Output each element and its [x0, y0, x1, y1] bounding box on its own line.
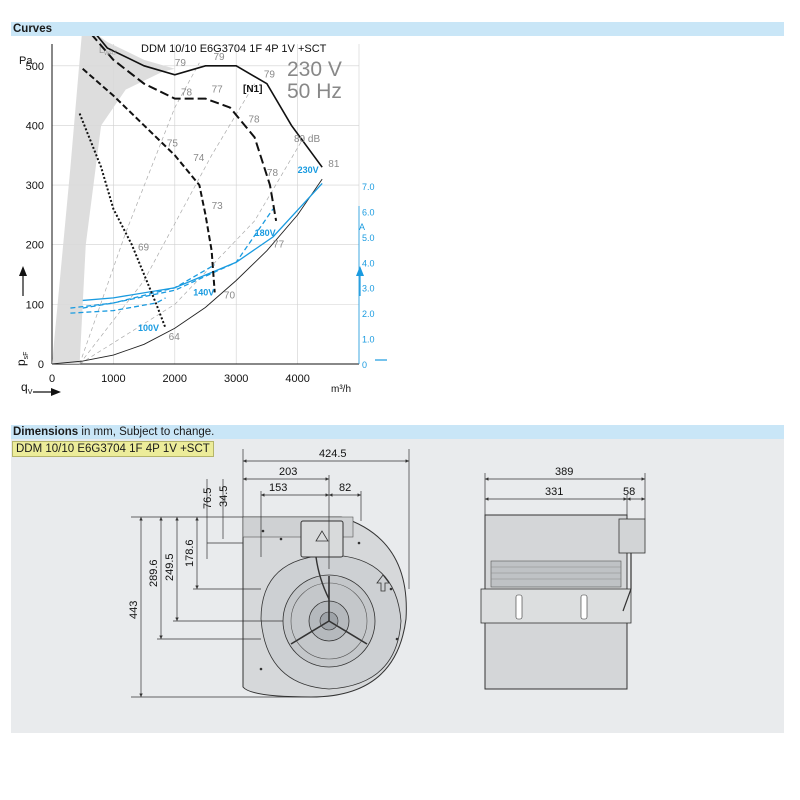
y-tick-label: 300 [25, 180, 44, 193]
dimensions-subtitle: in mm, Subject to change. [78, 426, 215, 438]
y-tick-label: 100 [25, 299, 44, 312]
x-tick-label: 3000 [223, 373, 249, 385]
dim-203: 203 [279, 466, 298, 478]
noise-label: 74 [193, 153, 205, 165]
y-tick-label: 500 [25, 60, 44, 73]
y-tick-label: 200 [25, 239, 44, 252]
y-tick-label: 400 [25, 120, 44, 133]
x-tick-label: 2000 [162, 373, 188, 385]
noise-label: 73 [211, 200, 223, 212]
voltage-curve-label: 140V [193, 287, 215, 298]
current-tick-label: 5.0 [362, 232, 375, 243]
current-unit-label: A [359, 222, 366, 232]
dim-178-6: 178.6 [184, 539, 196, 567]
current-tick-label: 4.0 [362, 258, 375, 269]
dim-249-5: 249.5 [164, 553, 176, 581]
dimensions-title: Dimensions [13, 426, 79, 438]
x-tick-label: 4000 [285, 373, 310, 385]
dim-389: 389 [555, 466, 574, 478]
noise-label: 64 [168, 332, 180, 344]
noise-label: 75 [166, 138, 178, 150]
x-axis-label: $q_V$ [21, 380, 33, 396]
side-view-dimension-labels [545, 466, 635, 498]
system-curve [52, 179, 322, 364]
dim-443: 443 [128, 600, 140, 619]
dim-34-5: 34.5 [218, 485, 230, 507]
dimension-drawings [11, 439, 784, 733]
y-axis-arrow [19, 266, 27, 276]
dim-76-5: 76.5 [202, 487, 214, 509]
current-tick-label: 2.0 [362, 309, 375, 320]
side-view-dimension-lines [485, 473, 645, 519]
y-axis-label: $p_{sF}$ [14, 351, 30, 366]
dim-331: 331 [545, 486, 564, 498]
noise-label: 79 [263, 69, 275, 81]
current-curve-180V [83, 209, 273, 308]
noise-label: 79 [174, 57, 186, 69]
db-label: 80 dB [294, 134, 321, 145]
front-view-drawing [243, 517, 406, 697]
current-tick-label: 6.0 [362, 207, 375, 218]
noise-label: 70 [223, 290, 236, 302]
dim-overall-width: 424.5 [319, 448, 347, 460]
n1-label: [N1] [243, 84, 263, 95]
side-view-drawing [481, 515, 645, 689]
current-tick-label: 3.0 [362, 283, 375, 294]
voltage-curve-label: 100V [137, 323, 159, 334]
noise-label: 78 [180, 87, 193, 99]
noise-label: 81 [328, 159, 340, 171]
fan-performance-chart [11, 36, 391, 406]
noise-label: 69 [137, 242, 150, 254]
chart-title: DDM 10/10 E6G3704 1F 4P 1V +SCT [141, 43, 327, 55]
system-curves [52, 179, 322, 364]
curves-section-header [11, 22, 784, 36]
current-tick-label: 7.0 [362, 182, 375, 192]
dim-289-6: 289.6 [148, 559, 160, 587]
current-tick-label: 0 [362, 360, 368, 370]
curves-title: Curves [13, 23, 52, 35]
y-tick-label: 0 [37, 359, 44, 371]
x-axis-arrow [51, 388, 61, 396]
current-tick-label: 1.0 [362, 334, 375, 345]
lwa-label: $L_{WA7}$ [99, 45, 117, 57]
x-tick-label: 1000 [101, 373, 126, 385]
noise-label: 77 [211, 84, 223, 96]
x-tick-label: 0 [48, 373, 56, 385]
noise-label: 78 [266, 168, 279, 180]
noise-label: 78 [248, 114, 260, 126]
voltage-curve-label: 180V [254, 227, 276, 238]
dimensions-section-header [11, 425, 784, 439]
dim-153: 153 [269, 482, 288, 494]
voltage-label: 230 V [287, 58, 342, 81]
dim-82: 82 [339, 482, 352, 494]
product-tag: DDM 10/10 E6G3704 1F 4P 1V +SCT [12, 441, 214, 457]
voltage-curve-label: 230V [297, 165, 319, 176]
noise-label: 77 [273, 239, 285, 251]
dim-58: 58 [623, 486, 636, 498]
y-unit-label: Pa [19, 55, 33, 67]
x-unit-label: m³/h [331, 384, 351, 395]
frequency-label: 50 Hz [287, 80, 342, 103]
noise-label: 79 [213, 51, 225, 63]
